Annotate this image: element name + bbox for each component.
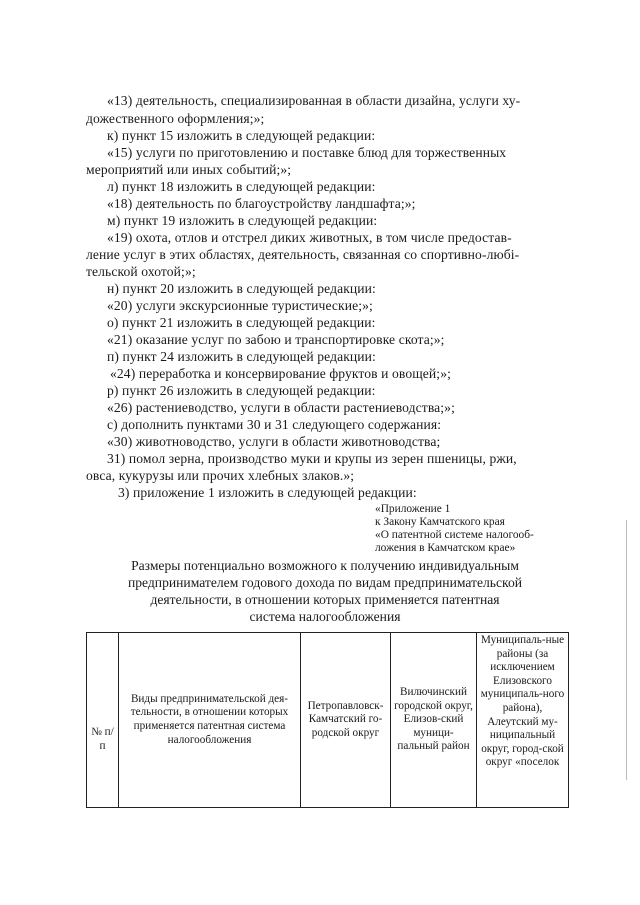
appendix-line-3: «О патентной системе налогооб- — [375, 529, 534, 541]
body-line-1: «13) деятельность, специализированная в области дизайна, услуги ху- — [107, 93, 521, 108]
header-vilyuchinsk: Вилючинский городской округ, Елизов-ский муници-пальный район — [391, 633, 477, 808]
table-title-line-2: предпринимателем годового дохода по видам предпринимательской — [127, 575, 523, 590]
header-petropavlovsk: Петропавловск-Камчатский го-родской округ — [301, 633, 391, 808]
body-line-13: «20) услуги экскурсионные туристические;»; — [107, 298, 373, 313]
table-title-line-4: система налогообложения — [249, 609, 401, 624]
body-line-7: «18) деятельность по благоустройству ландшафта;»; — [107, 196, 416, 211]
body-line-21: «30) животноводство, услуги в области животноводства; — [107, 434, 441, 449]
header-municipal-districts: Муниципаль-ные районы (за исключением Елизовского муниципаль-ного района), Алеутский му-ниципальный округ, город-ской округ «поселок — [477, 633, 569, 808]
body-line-18: р) пункт 26 изложить в следующей редакции: — [107, 383, 376, 398]
body-line-24: 3) приложение 1 изложить в следующей редакции: — [118, 485, 417, 500]
body-line-5: мероприятий или иных событий;»; — [86, 162, 292, 177]
table-title-line-1: Размеры потенциально возможного к получению индивидуальным — [131, 558, 519, 573]
header-number: № п/п — [87, 633, 119, 808]
appendix-line-2: к Закону Камчатского края — [375, 516, 505, 528]
body-line-9: «19) охота, отлов и отстрел диких животных, в том числе предостав- — [107, 230, 512, 245]
body-line-4: «15) услуги по приготовлению и поставке блюд для торжественных — [107, 145, 507, 160]
header-activity-types: Виды предпринимательской дея-тельности, в отношении которых применяется патентная система налогообложения — [119, 633, 301, 808]
body-line-8: м) пункт 19 изложить в следующей редакции: — [107, 213, 378, 228]
appendix-line-4: ложения в Камчатском крае» — [375, 542, 516, 554]
body-line-2: дожественного оформления;»; — [86, 111, 265, 126]
body-line-3: к) пункт 15 изложить в следующей редакции: — [107, 128, 376, 143]
body-line-16: п) пункт 24 изложить в следующей редакции: — [107, 349, 376, 364]
scan-edge-mark — [626, 520, 627, 780]
body-line-6: л) пункт 18 изложить в следующей редакции: — [107, 179, 376, 194]
body-line-19: «26) растениеводство, услуги в области растениеводства;»; — [107, 400, 455, 415]
appendix-line-1: «Приложение 1 — [375, 503, 451, 515]
body-line-15: «21) оказание услуг по забою и транспортировке скота;»; — [107, 332, 445, 347]
body-line-12: н) пункт 20 изложить в следующей редакции: — [107, 281, 376, 296]
body-line-11: тельской охотой;»; — [86, 264, 196, 279]
table-header-row — [87, 633, 569, 808]
body-line-22: 31) помол зерна, производство муки и крупы из зерен пшеницы, ржи, — [107, 451, 517, 466]
body-line-20: с) дополнить пунктами 30 и 31 следующего содержания: — [107, 417, 442, 432]
body-line-10: ление услуг в этих областях, деятельность, связанная со спортивно-любi- — [86, 247, 520, 262]
table-title-line-3: деятельности, в отношении которых применяется патентная — [150, 592, 500, 607]
body-line-14: о) пункт 21 изложить в следующей редакции: — [107, 315, 376, 330]
income-table — [86, 632, 569, 808]
body-line-23: овса, кукурузы или прочих хлебных злаков.»; — [86, 468, 355, 483]
body-line-17: «24) переработка и консервирование фруктов и овощей;»; — [110, 366, 451, 381]
